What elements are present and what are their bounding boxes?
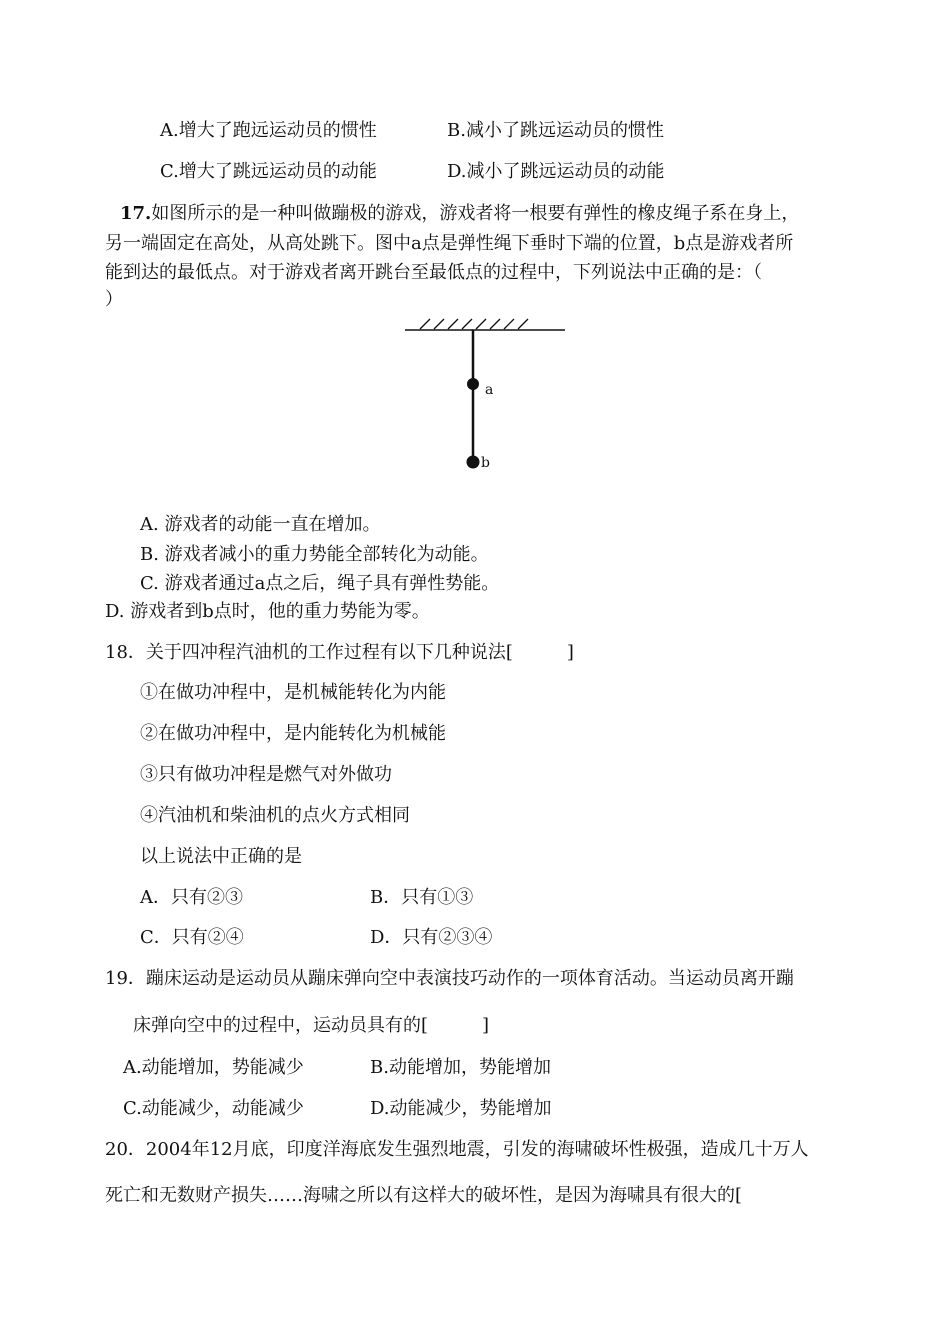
q19-option-b: B.动能增加，势能增加 bbox=[370, 1057, 551, 1078]
q17-stem-line-3: 能到达的最低点。对于游戏者离开跳台至最低点的过程中，下列说法中正确的是：（ bbox=[105, 262, 762, 283]
q19-stem-line-1: 19．蹦床运动是运动员从蹦床弹向空中表演技巧动作的一项体育活动。当运动员离开蹦 bbox=[105, 968, 794, 989]
q17-option-a: A. 游戏者的动能一直在增加。 bbox=[140, 514, 381, 535]
q16-option-c: C.增大了跳远运动员的动能 bbox=[160, 161, 377, 182]
q17-option-b: B. 游戏者减小的重力势能全部转化为动能。 bbox=[140, 544, 489, 565]
q17-number: 17. bbox=[120, 203, 152, 224]
q20-stem-line-1: 20．2004年12月底，印度洋海底发生强烈地震，引发的海啸破坏性极强，造成几十万人 bbox=[105, 1139, 809, 1160]
q17-stem-line-4: ） bbox=[105, 289, 123, 310]
q20-stem-line-2: 死亡和无数财产损失……海啸之所以有这样大的破坏性，是因为海啸具有很大的[ bbox=[105, 1185, 743, 1206]
q17-stem-line-1 bbox=[120, 202, 799, 226]
q18-statement-2: ②在做功冲程中，是内能转化为机械能 bbox=[140, 723, 446, 744]
point-b-dot bbox=[467, 456, 480, 469]
point-b-label: b bbox=[481, 455, 490, 471]
q17-stem-text: 如图所示的是一种叫做蹦极的游戏，游戏者将一根要有弹性的橡皮绳子系在身上， bbox=[151, 203, 800, 224]
bungee-diagram bbox=[400, 312, 580, 482]
q18-prompt: 以上说法中正确的是 bbox=[140, 846, 302, 867]
q19-stem-line-2: 床弹向空中的过程中，运动员具有的[ ] bbox=[133, 1015, 490, 1036]
q18-statement-4: ④汽油机和柴油机的点火方式相同 bbox=[140, 805, 410, 826]
q18-stem: 18．关于四冲程汽油机的工作过程有以下几种说法[ ] bbox=[105, 642, 574, 663]
q19-option-c: C.动能减少，动能减少 bbox=[123, 1098, 304, 1119]
point-a-dot bbox=[467, 378, 479, 390]
q17-option-c: C. 游戏者通过a点之后，绳子具有弹性势能。 bbox=[140, 573, 500, 594]
point-a-label: a bbox=[485, 382, 494, 398]
q16-option-a: A.增大了跑远运动员的惯性 bbox=[160, 120, 377, 141]
q16-option-d: D.减小了跳远运动员的动能 bbox=[447, 161, 665, 182]
q18-option-c: C．只有②④ bbox=[140, 927, 244, 948]
q17-option-d: D. 游戏者到b点时，他的重力势能为零。 bbox=[105, 601, 430, 622]
q16-option-b: B.减小了跳远运动员的惯性 bbox=[447, 120, 664, 141]
q19-option-a: A.动能增加，势能减少 bbox=[123, 1057, 304, 1078]
q18-option-a: A．只有②③ bbox=[140, 887, 243, 908]
q18-option-b: B．只有①③ bbox=[370, 887, 474, 908]
q18-statement-3: ③只有做功冲程是燃气对外做功 bbox=[140, 764, 392, 785]
q17-stem-line-2: 另一端固定在高处，从高处跳下。图中a点是弹性绳下垂时下端的位置，b点是游戏者所 bbox=[105, 233, 794, 254]
q18-option-d: D．只有②③④ bbox=[370, 927, 493, 948]
q19-option-d: D.动能减少，势能增加 bbox=[370, 1098, 552, 1119]
q18-statement-1: ①在做功冲程中，是机械能转化为内能 bbox=[140, 682, 446, 703]
bungee-figure bbox=[400, 312, 580, 482]
ceiling-hatching bbox=[420, 319, 528, 329]
